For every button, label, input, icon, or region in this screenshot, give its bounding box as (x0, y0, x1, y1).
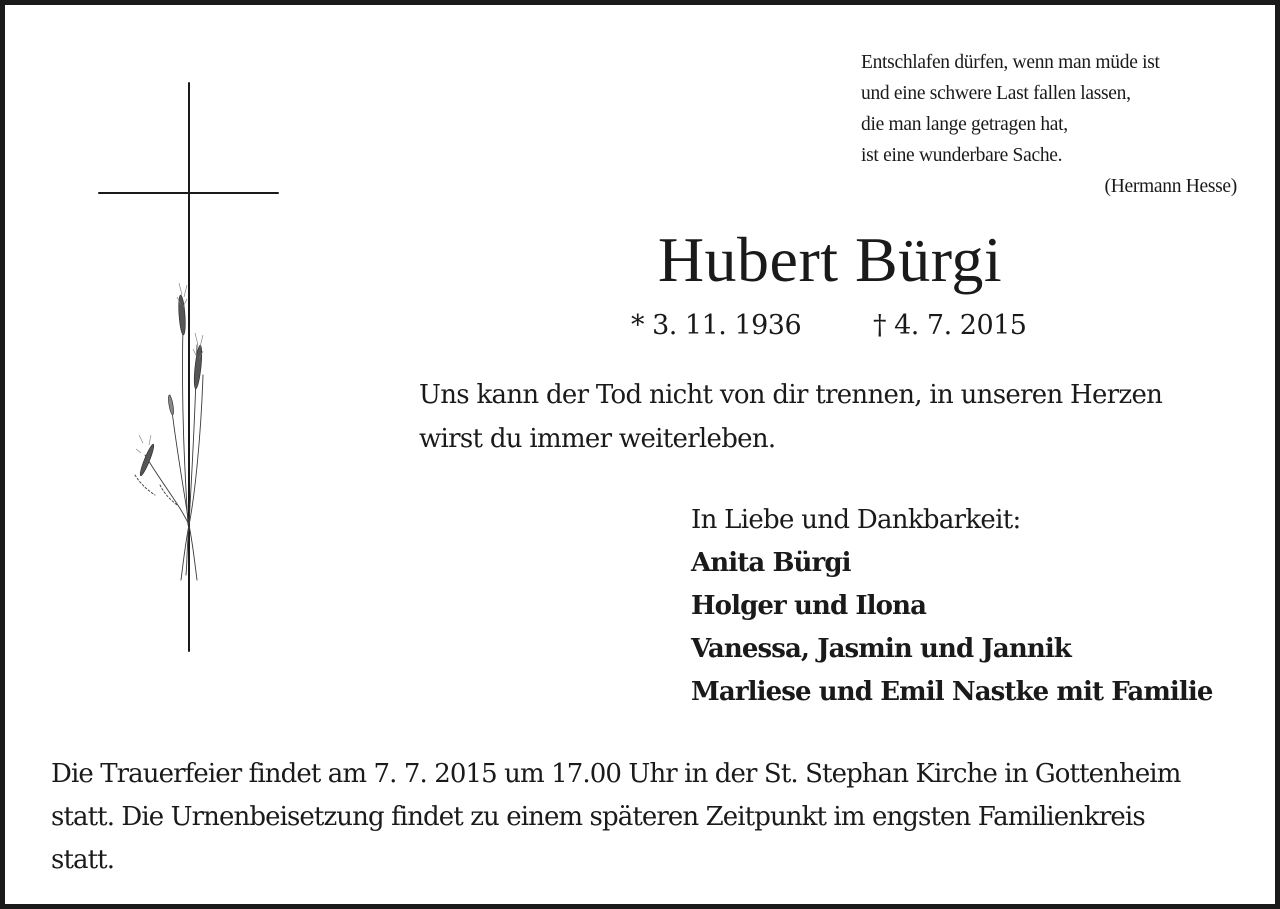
verse-line: wirst du immer weiterleben. (419, 424, 776, 454)
mourners-list (691, 542, 1271, 714)
deceased-name: Hubert Bürgi (657, 224, 1003, 295)
cross-with-wheat-icon (85, 75, 305, 665)
quote-line: die man lange getragen hat, (861, 114, 1068, 135)
quote-author: (Hermann Hesse) (1104, 176, 1237, 197)
birth-date: * 3. 11. 1936 (631, 310, 802, 341)
mourners-intro: In Liebe und Dankbarkeit: (691, 505, 1021, 535)
mourner-name: Holger und Ilona (691, 591, 927, 621)
mourner-name: Vanessa, Jasmin und Jannik (691, 634, 1071, 664)
memorial-verse (419, 373, 1259, 461)
service-line: statt. Die Urnenbeisetzung findet zu einem späteren Zeitpunkt im engsten Familienkreis (51, 802, 1145, 832)
verse-line: Uns kann der Tod nicht von dir trennen, in unseren Herzen (419, 380, 1163, 410)
mourner-name: Marliese und Emil Nastke mit Familie (691, 677, 1213, 707)
service-details (51, 753, 1251, 882)
mourner-name: Anita Bürgi (691, 548, 851, 578)
service-line: Die Trauerfeier findet am 7. 7. 2015 um 17.00 Uhr in der St. Stephan Kirche in Gottenheim (51, 759, 1181, 789)
service-line: statt. (51, 845, 115, 875)
death-date: † 4. 7. 2015 (873, 310, 1027, 341)
quote-line: und eine schwere Last fallen lassen, (861, 83, 1131, 104)
quote-line: ist eine wunderbare Sache. (861, 145, 1063, 166)
quote-block (861, 47, 1241, 202)
mourners-block (691, 499, 1271, 714)
quote-line: Entschlafen dürfen, wenn man müde ist (861, 52, 1160, 73)
